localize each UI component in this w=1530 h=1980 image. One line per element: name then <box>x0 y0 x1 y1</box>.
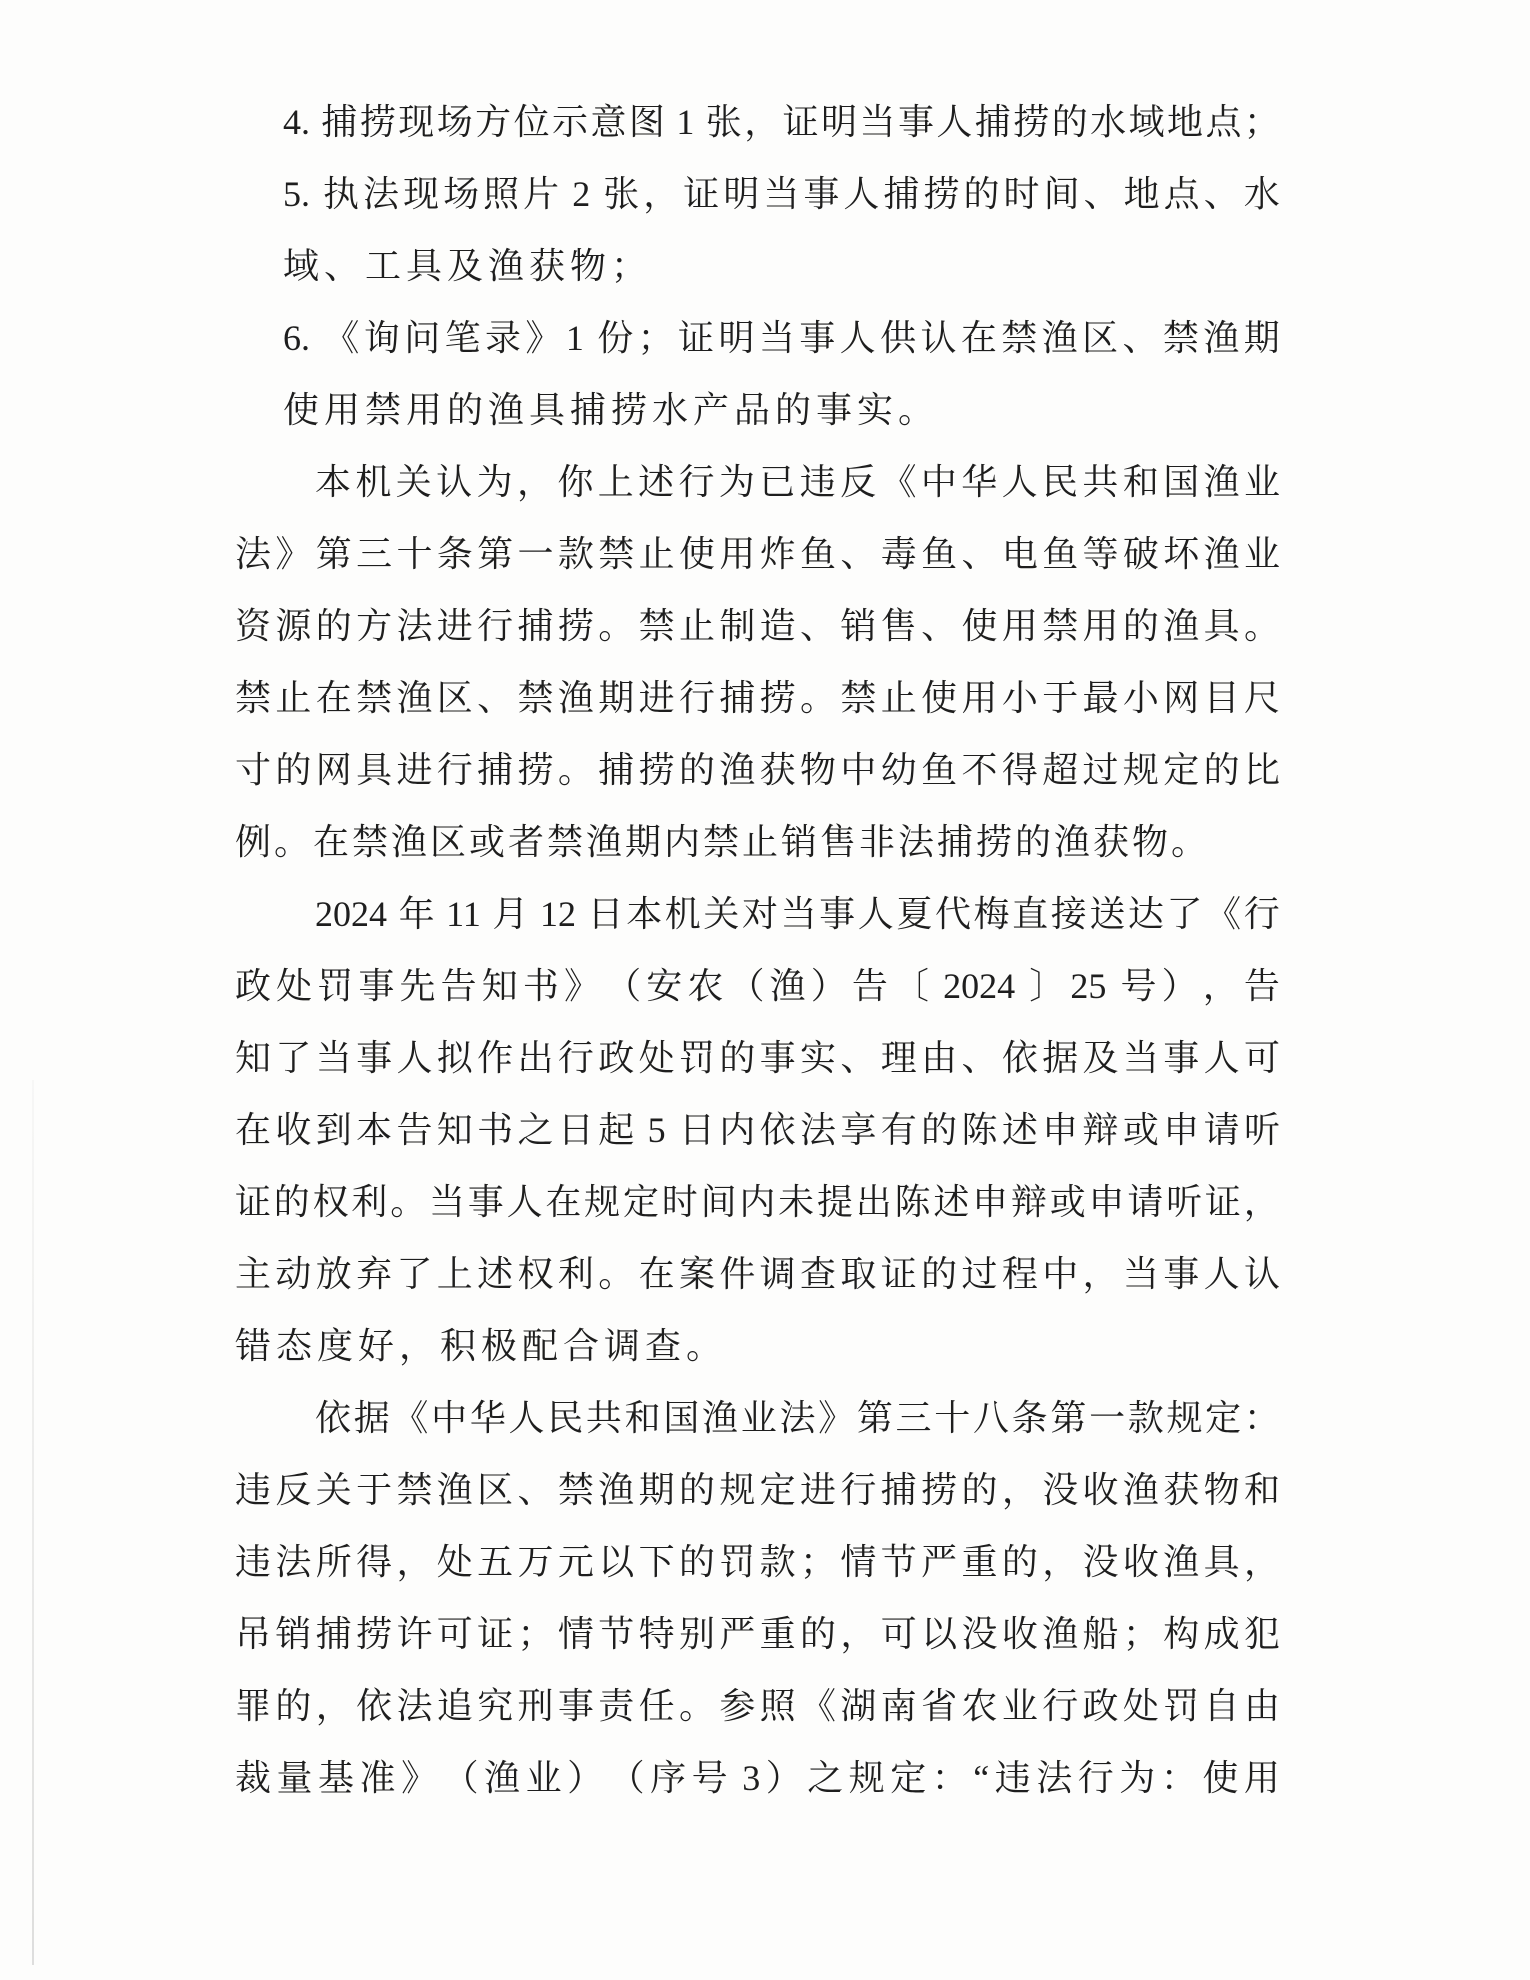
text-line-1: 4. 捕 捞 现 场 方 位 示 意 图 1 张 ， 证 明 当 事 人 捕 捞 的 水 域 地 点 ； <box>283 102 1280 142</box>
text-line-10: 寸 的 网 具 进 行 捕 捞 。 捕 捞 的 渔 获 物 中 幼 鱼 不 得 超 过 规 定 的 比 <box>235 750 1280 790</box>
text-line-24: 裁 量 基 准 》 （ 渔 业 ） （ 序 号 3 ） 之 规 定 ： “ 违 法 行 为 ： 使 用 <box>235 1758 1280 1798</box>
text-line-20: 违 反 关 于 禁 渔 区 、 禁 渔 期 的 规 定 进 行 捕 捞 的 ， 没 收 渔 获 物 和 <box>235 1470 1280 1510</box>
text-line-18: 错态度好，积极配合调查。 <box>235 1326 728 1366</box>
text-line-7: 法 》 第 三 十 条 第 一 款 禁 止 使 用 炸 鱼 、 毒 鱼 、 电 鱼 等 破 坏 渔 业 <box>235 534 1280 574</box>
text-line-13: 政 处 罚 事 先 告 知 书 》 （ 安 农 （ 渔 ） 告 〔 2024 〕 25 号 ） ， 告 <box>235 966 1280 1006</box>
text-line-17: 主 动 放 弃 了 上 述 权 利 。 在 案 件 调 查 取 证 的 过 程 中 ， 当 事 人 认 <box>235 1254 1280 1294</box>
text-line-14: 知 了 当 事 人 拟 作 出 行 政 处 罚 的 事 实 、 理 由 、 依 据 及 当 事 人 可 <box>235 1038 1280 1078</box>
text-line-16: 证 的 权 利 。 当 事 人 在 规 定 时 间 内 未 提 出 陈 述 申 辩 或 申 请 听 证 ， <box>235 1182 1280 1222</box>
text-line-12: 2024 年 11 月 12 日 本 机 关 对 当 事 人 夏 代 梅 直 接 送 达 了 《 行 <box>315 894 1280 934</box>
text-line-23: 罪 的 ， 依 法 追 究 刑 事 责 任 。 参 照 《 湖 南 省 农 业 行 政 处 罚 自 由 <box>235 1686 1280 1726</box>
document-body <box>235 86 1280 1814</box>
text-line-15: 在 收 到 本 告 知 书 之 日 起 5 日 内 依 法 享 有 的 陈 述 申 辩 或 申 请 听 <box>235 1110 1280 1150</box>
text-line-9: 禁 止 在 禁 渔 区 、 禁 渔 期 进 行 捕 捞 。 禁 止 使 用 小 于 最 小 网 目 尺 <box>235 678 1280 718</box>
text-line-21: 违 法 所 得 ， 处 五 万 元 以 下 的 罚 款 ； 情 节 严 重 的 ， 没 收 渔 具 ， <box>235 1542 1280 1582</box>
text-line-2: 5. 执 法 现 场 照 片 2 张 ， 证 明 当 事 人 捕 捞 的 时 间 、 地 点 、 水 <box>283 174 1280 214</box>
text-line-5: 使用禁用的渔具捕捞水产品的事实。 <box>283 390 940 430</box>
text-line-19: 依 据 《 中 华 人 民 共 和 国 渔 业 法 》 第 三 十 八 条 第 一 款 规 定 ： <box>315 1398 1280 1438</box>
text-line-3: 域、工具及渔获物； <box>283 246 653 286</box>
text-line-4: 6. 《 询 问 笔 录 》 1 份 ； 证 明 当 事 人 供 认 在 禁 渔 区 、 禁 渔 期 <box>283 318 1280 358</box>
text-line-11: 例。在禁渔区或者禁渔期内禁止销售非法捕捞的渔获物。 <box>235 822 1211 862</box>
text-line-8: 资 源 的 方 法 进 行 捕 捞 。 禁 止 制 造 、 销 售 、 使 用 禁 用 的 渔 具 。 <box>235 606 1280 646</box>
text-line-22: 吊 销 捕 捞 许 可 证 ； 情 节 特 别 严 重 的 ， 可 以 没 收 渔 船 ； 构 成 犯 <box>235 1614 1280 1654</box>
text-line-6: 本 机 关 认 为 ， 你 上 述 行 为 已 违 反 《 中 华 人 民 共 和 国 渔 业 <box>315 462 1280 502</box>
scan-fold-line <box>32 1080 34 1965</box>
